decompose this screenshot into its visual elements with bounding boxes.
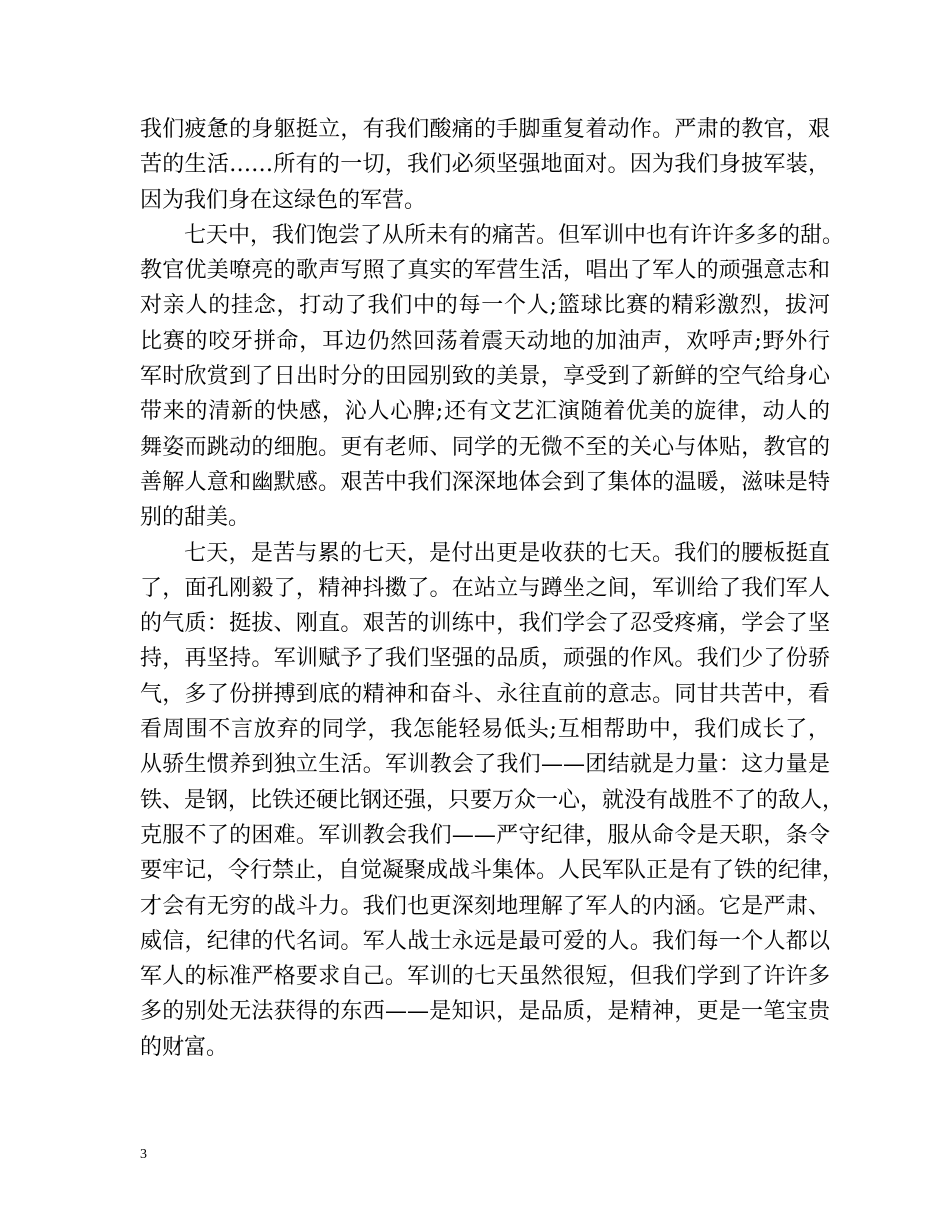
- text-line: 看周围不言放弃的同学，我怎能轻易低头;互相帮助中，我们成长了，: [140, 717, 830, 743]
- text-line: 教官优美嘹亮的歌声写照了真实的军营生活，唱出了军人的顽强意志和: [140, 258, 830, 284]
- text-line: 多的别处无法获得的东西——是知识，是品质，是精神，更是一笔宝贵: [140, 999, 830, 1025]
- text-line: 军时欣赏到了日出时分的田园别致的美景，享受到了新鲜的空气给身心: [140, 364, 830, 390]
- page-number: 3: [140, 1147, 147, 1162]
- text-line: 要牢记，令行禁止，自觉凝聚成战斗集体。人民军队正是有了铁的纪律，: [140, 858, 845, 884]
- text-line: 别的甜美。: [140, 505, 251, 531]
- text-line: 军人的标准严格要求自己。军训的七天虽然很短，但我们学到了许许多: [140, 964, 830, 990]
- text-line: 的气质：挺拔、刚直。艰苦的训练中，我们学会了忍受疼痛，学会了坚: [140, 611, 830, 637]
- text-line: 才会有无穷的战斗力。我们也更深刻地理解了军人的内涵。它是严肃、: [140, 893, 830, 919]
- text-line: 因为我们身在这绿色的军营。: [140, 187, 427, 213]
- text-line: 威信，纪律的代名词。军人战士永远是最可爱的人。我们每一个人都以: [140, 928, 830, 954]
- text-line: 对亲人的挂念，打动了我们中的每一个人;篮球比赛的精彩激烈，拔河: [140, 293, 830, 319]
- paragraph-first-line: 七天，是苦与累的七天，是付出更是收获的七天。我们的腰板挺直: [184, 540, 830, 566]
- text-line: 铁、是钢，比铁还硬比钢还强，只要万众一心，就没有战胜不了的敌人，: [140, 787, 845, 813]
- paragraph-first-line: 七天中，我们饱尝了从所未有的痛苦。但军训中也有许许多多的甜。: [184, 222, 845, 248]
- text-line: 舞姿而跳动的细胞。更有老师、同学的无微不至的关心与体贴，教官的: [140, 434, 830, 460]
- text-line: 带来的清新的快感，沁人心脾;还有文艺汇演随着优美的旋律，动人的: [140, 399, 830, 425]
- body-text: [140, 112, 845, 1065]
- text-line: 气，多了份拼搏到底的精神和奋斗、永往直前的意志。同甘共苦中，看: [140, 681, 830, 707]
- text-line: 苦的生活……所有的一切，我们必须坚强地面对。因为我们身披军装，: [140, 152, 830, 178]
- text-line: 从骄生惯养到独立生活。军训教会了我们——团结就是力量：这力量是: [140, 752, 830, 778]
- text-line: 的财富。: [140, 1034, 229, 1060]
- text-line: 我们疲惫的身躯挺立，有我们酸痛的手脚重复着动作。严肃的教官，艰: [140, 117, 830, 142]
- text-line: 持，再坚持。军训赋予了我们坚强的品质，顽强的作风。我们少了份骄: [140, 646, 830, 672]
- text-line: 了，面孔刚毅了，精神抖擞了。在站立与蹲坐之间，军训给了我们军人: [140, 575, 830, 601]
- text-line: 善解人意和幽默感。艰苦中我们深深地体会到了集体的温暖，滋味是特: [140, 469, 830, 495]
- text-line: 比赛的咬牙拼命，耳边仍然回荡着震天动地的加油声，欢呼声;野外行: [140, 328, 830, 354]
- text-line: 克服不了的困难。军训教会我们——严守纪律，服从命令是天职，条令: [140, 822, 830, 848]
